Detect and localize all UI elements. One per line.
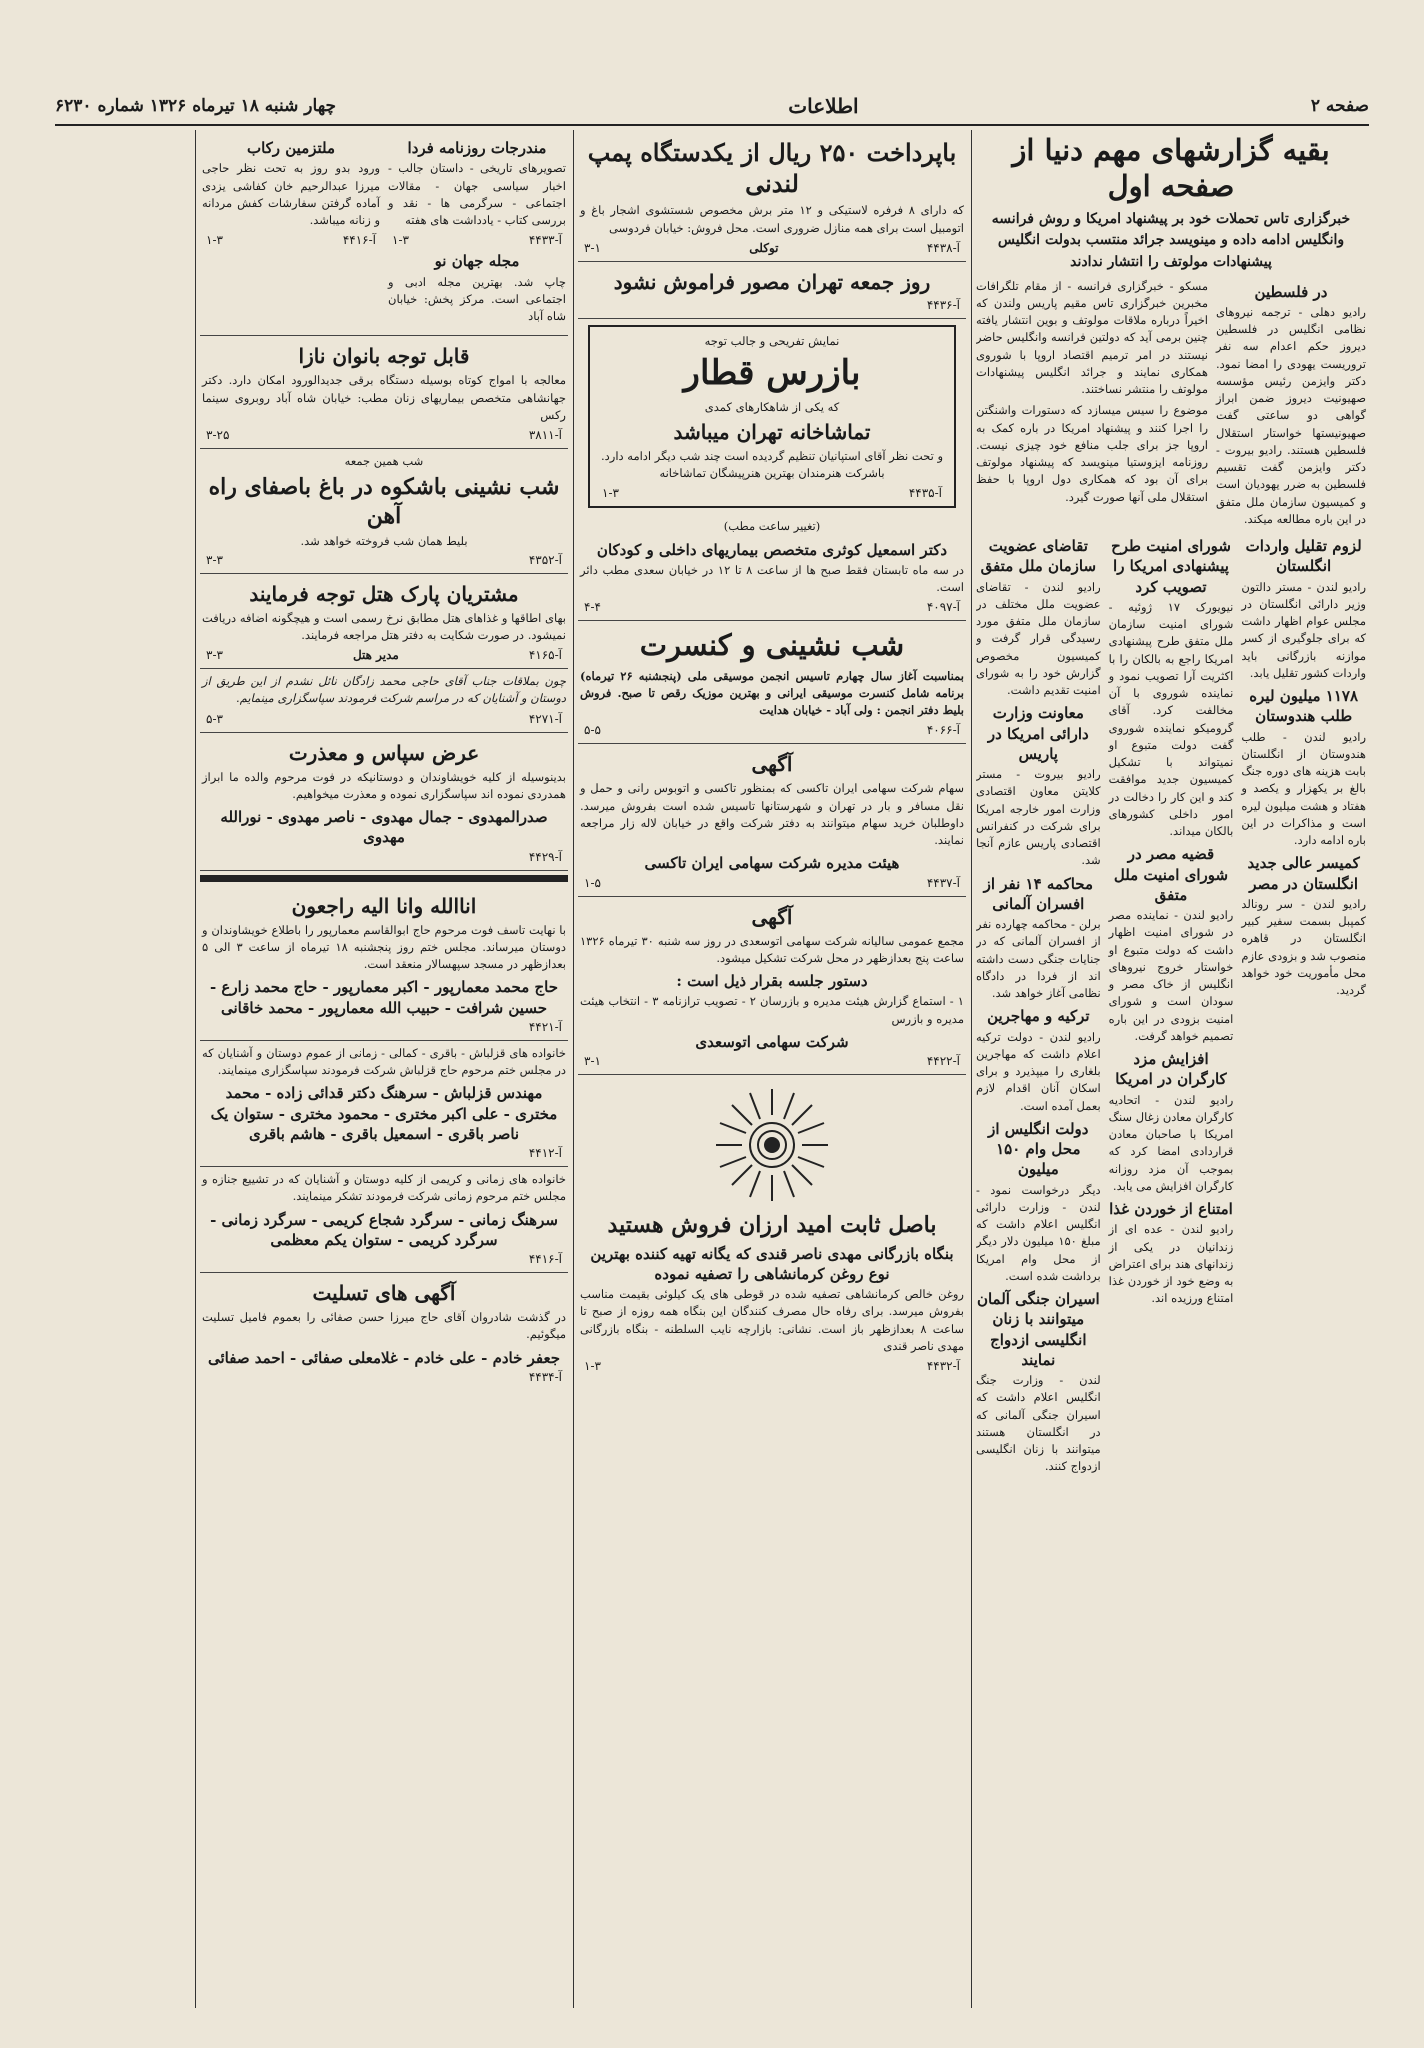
thanks2-names: سرهنگ زمانی - سرگرد شجاع کریمی - سرگرد زمانی - سرگرد کریمی - ستوان یکم معظمی [210,1210,558,1249]
oil-ad [578,1075,966,1379]
india-title: ۱۱۷۸ میلیون لیره طلب هندوستان [1249,687,1359,726]
tehran-mosavar-ad [578,262,966,319]
jahan-title: مجله جهان نو [434,252,520,271]
thanks-ad [200,733,568,871]
hotel-title: مشتریان پارک هتل توجه فرمایند [249,581,519,606]
ad-code: آ-۴۰۹۷ ۴-۴ [584,600,960,615]
party-title: شب نشینی باشکوه در باغ باصفای راه آهن [208,474,560,529]
ad-code: آ-۴۳۵۲ ۳-۳ [206,552,562,567]
memorial-text: چون بملاقات جناب آقای حاجی محمد زادگان نائل نشدم از این طریق از دوستان و آشنایان که در مراسم شرکت فرمودند سپاسگزاری مینمایم. [202,674,566,706]
security-title: شورای امنیت طرح پیشنهادی امریکا را تصویب کرد [1111,537,1231,596]
condolence-title: آگهی های تسلیت [312,1281,456,1306]
import-text: رادیو لندن - مستر دالتون وزیر دارائی انگلستان در مجلس عوام اظهار داشت که برای جلوگیری از کسر موازنه بازرگانی باید واردات کشور تقلیل یابد. [1241,579,1366,680]
commissioner-title: کمیسر عالی جدید انگلستان در مصر [1247,854,1360,893]
shoe-text: ورود بدو روز به تحت نظر حاجی میرزا عبدالرحیم خان کفاشی یزدی آماده گرفتن سفارشات کفش مردانه و زنانه میباشد. [202,161,380,227]
trial-text: برلن - محاکمه چهارده نفر از افسران آلمانی که در جنایات جنگی دست داشته اند از فردا در دادگاه نظامی آغاز خواهد شد. [976,917,1101,1001]
ad-code: آ-۳۸۱۱ ۳-۲۵ [206,428,562,442]
qatar-sub: که یکی از شاهکارهای کمدی [704,399,840,414]
trial-title: محاکمه ۱۴ نفر از افسران آلمانی [983,874,1094,913]
egypt-title: قضیه مصر در شورای امنیت ملل متفق [1113,845,1229,904]
turkey-text: رادیو لندن - دولت ترکیه اعلام داشت که مهاجرین بلغاری را میپذیرد و برای اسکان آنان اقدام لازم بعمل آمده است. [976,1029,1101,1113]
notice-text: سهام شرکت سهامی ایران تاکسی که بمنظور تاکسی و اتوبوس رانی و حمل و نقل مسافر و بار در تهران و شهرستانها تاسیس شده است بفروش میرسد. داوطلبان خرید سهام میتوانند به دفتر شرکت واقع در خیابان لاله زار مراجعه نمایند. [580,781,964,848]
ad-code: آ-۴۴۱۲ [528,1146,562,1161]
hotel-text: بهای اطاقها و غذاهای هتل مطابق نرخ رسمی است و هیچگونه اضافه دریافت نمیشود. در صورت شکایت به دفتر هتل مراجعه فرمایند. [202,610,566,642]
ads-column-left [200,130,568,2008]
ad-code: آ-۴۴۱۶ [528,1252,562,1267]
ad-code: آ-۴۴۳۷ ۱-۵ [584,875,960,890]
condolence-ad [200,1273,568,1390]
india-text: رادیو لندن - طلب هندوستان از انگلستان بابت هزینه های دوره جنگ بالغ بر یکهزار و یکصد و هفتاد و هشت میلیون لیره است و مذاکرات در این باره ادامه دارد. [1241,729,1366,848]
main-headline: بقیه گزارشهای مهم دنیا از صفحه اول [1012,133,1330,204]
not-forgotten-title: روز جمعه تهران مصور فراموش نشود [613,269,931,294]
qatar-theatre: تماشاخانه تهران میباشد [673,419,871,444]
ad-code: آ-۴۴۳۴ [528,1369,562,1384]
ads-column-middle [578,130,966,2008]
notice-title: آگهی [751,904,793,929]
ad-code: آ-۴۴۳۳ ۱-۳ [392,233,562,248]
page-header [55,88,1369,126]
wage-text: رادیو لندن - اتحادیه کارگران معادن زغال سنگ امریکا با صاحبان معادن قراردادی امضا کرد که بموجب آن مزد روزانه کارگران افزایش می یابد. [1108,1092,1234,1193]
contents-text: تصویرهای تاریخی - داستان جالب - اخبار سیاسی جهان - مقالات اجتماعی - سرگرمی ها - نقد و بررسی کتاب - یادداشت های هفته [388,161,566,227]
ad-code: آ-۴۲۷۱ ۵-۳ [206,711,562,726]
food-title: امتناع از خوردن غذا [1109,1200,1233,1219]
notice-sign: هیئت مدیره شرکت سهامی ایران تاکسی [644,854,900,873]
jahan-text: چاپ شد. بهترین مجله ادبی و اجتماعی است. مرکز پخش: خیابان شاه آباد [388,274,566,323]
ad-code: آ-۴۴۳۵ ۱-۳ [602,486,942,501]
concert-ad [578,621,966,744]
ad-code: آ-۴۴۲۲ ۳-۱ [584,1054,960,1069]
qatar-play-ad [588,325,956,509]
moavenat-text: رادیو بیروت - مستر کلایتن معاون اقتصادی وزارت امور خارجه امریکا برای شرکت در کنفرانس اقتصادی پاریس عازم آنجا شد. [976,767,1101,868]
ad-code: آ-۴۴۳۸ توکلی ۳-۱ [584,240,960,255]
pump-text: که دارای ۸ فرفره لاستیکی و ۱۲ متر برش مخصوص شستشوی اشجار باغ و اتومبیل است برای همه منازل ضروری است. محل فروش: خیابان فردوسی [580,203,964,235]
ad-code: آ-۴۴۳۲ ۱-۳ [584,1359,960,1374]
concert-title: شب نشینی و کنسرت [639,628,905,663]
thanks-text: بدینوسیله از کلیه خویشاوندان و دوستانیکه در فوت مرحوم والده ما ابراز همدردی نموده اند سپاسگزاری نموده و معذرت میخواهیم. [202,769,566,801]
clinic-note: (تغییر ساعت مطب) [723,519,821,534]
party-pre: شب همین جمعه [344,454,424,468]
mourn-title: اناالله وانا الیه راجعون [291,893,477,918]
food-text: رادیو لندن - عده ای از زندانیان در یکی از زندانهای هند برای اعتراض به وضع خود از خوردن غذا امتناع ورزیده اند. [1108,1222,1234,1306]
oil-sub: بنگاه بازرگانی مهدی ناصر قندی که یگانه تهیه کننده بهترین نوع روغن کرمانشاهی را تصفیه نموده [590,1244,954,1283]
otosaadi-notice [578,897,966,1076]
clinic-text: در سه ماه تابستان فقط صبح ها از ساعت ۸ تا ۱۲ در خیابان سعدی مطب دائر است. [580,562,964,595]
agenda-text: ۱ - استماع گزارش هیئت مدیره و بازرسان ۲ - تصویب ترازنامه ۳ - انتخاب هیئت مدیره و بازرس [580,994,964,1026]
ad-code: آ-۴۱۶۵ مدیر هتل ۳-۳ [206,648,562,663]
notice-title: آگهی [751,752,793,777]
women-text: معالجه با امواج کوتاه بوسیله دستگاه برقی جدیدالورود امکان دارد. دکتر جهانشاهی متخصص بیماریهای زنان مطب: خیابان شاه آباد روبروی سینما رکس [202,373,566,422]
memorial-ad [200,669,568,733]
condolence-text: در گذشت شادروان آقای حاج میرزا حسن صفائی را بعموم فامیل تسلیت میگوئیم. [202,1310,566,1342]
clinic-ad [578,514,966,621]
palestine-title: در فلسطین [1254,282,1328,301]
germany-title: اسیران جنگی آلمان میتوانند با زنان انگلیسی ازدواج نمایند [976,1290,1100,1369]
qatar-text: و تحت نظر آقای استپانیان تنظیم گردیده است چند شب دیگر ادامه دارد. باشرکت هنرمندان بهترین هنرپیشگان تماشاخانه [600,448,943,481]
wage-title: افزایش مزد کارگران در امریکا [1115,1050,1227,1089]
party-ad [200,449,568,574]
hotel-ad [200,574,568,670]
security-text: نیویورک ۱۷ ژوئیه - شورای امنیت سازمان ملل متفق طرح پیشنهادی امریکا راجع به بالکان را با اکثریت آرا تصویب نمود و نماینده شوروی با آن مخالفت کرد. آقای گرومیکو نماینده شوروی گفت دولت متبوع او نمیتواند با تشکیل کمیسیون جدید موافقت کند و این کار را دخالت در امور داخلی کشورهای بالکان میداند. [1108,599,1234,839]
qatar-lead: نمایش تفریحی و جالب توجه [704,333,840,348]
tass-subhead: خبرگزاری تاس تحملات خود بر پیشنهاد امریکا و روش فرانسه وانگلیس ادامه داده و مینویسد جرائد منتسب بدولت انگلیس پیشنهادات مولوتف را انتشار ندادند [991,210,1351,270]
british-loan-title: دولت انگلیس از محل وام ۱۵۰ میلیون [988,1119,1089,1179]
family-names: مهندس قزلباش - سرهنگ دکتر قدائی زاده - محمد مختری - علی اکبر مختری - محمود مختری - ستوان یک ناصر باقری - اسمعیل باقری - هاشم باقری [210,1084,558,1143]
mourn-text: با نهایت تاسف فوت مرحوم حاج ابوالقاسم معمارپور را باطلاع خویشاوندان و دوستان میرساند. مجلس ختم روز پنجشنبه ۱۸ تیرماه از ساعت ۳ الی ۵ بعدازظهر در مسجد سپهسالار منعقد است. [202,922,566,972]
tass-text: مسکو - خبرگزاری فرانسه - از مقام تلگرافات مخبرین خبرگزاری تاس مقیم پاریس ولندن که اخیراً درباره ملاقات مولوتف و بوین انتشار یافته چنین برمی آید که دولتین فرانسه وانگلیس حاضر نیستند در امر ترمیم اقتصاد اروپا با شوروی همکاری نمایند و جرائد انگلیس پیشنهادات مولوتف را منتشر نساختند. [976,278,1208,397]
commissioner-text: رادیو لندن - سر رونالد کمپبل بسمت سفیر کبیر انگلستان در قاهره منصوب شد و بزودی عازم محل مأموریت خود خواهد گردید. [1241,896,1366,998]
family-text: خانواده های قزلباش - باقری - کمالی - زمانی از عموم دوستان و آشنایان که در مجلس ختم مرحوم حاج قزلباش شرکت فرمودند سپاسگزاری مینمایند. [202,1045,566,1078]
import-title: لزوم تقلیل واردات انگلستان [1245,537,1362,576]
oil-headline: باصل ثابت امید ارزان فروش هستید [607,1212,937,1239]
divider-bar [200,875,568,882]
news-column [976,130,1366,2008]
thanks2-ad [200,1167,568,1273]
ad-code: آ-۴۴۲۱ [528,1019,562,1034]
sun-emblem-icon [712,1085,832,1205]
turkey-title: ترکیه و مهاجرین [987,1007,1090,1026]
page-number: صفحه ۲ [1310,96,1369,116]
three-col-section [976,532,1366,1480]
mourn-names: حاج محمد معمارپور - اکبر معمارپور - حاج محمد زارع - حسین شرافت - حبیب الله معمارپور - محمد خاقانی [209,978,559,1017]
women-ad [200,336,568,449]
palestine-text: رادیو دهلی - ترجمه نیروهای نظامی انگلیس در فلسطین دیروز حکم اعدام سه نفر تروریست یهودی را امضا نمود. دکتر وایزمن رئیس مؤسسه صهیونیت دیروز ضمن ابراز گواهی دو ساعتی گفت صهیونیستها خواستار استقلال فلسطین هستند. رادیو بیروت - دکتر وایزمن گفت تقسیم فلسطین به ضرر یهودیان است و کمیسیون سازمان ملل متفق در این باره مطالعه میکند. [1216,304,1366,526]
party-text: بلیط همان شب فروخته خواهد شد. [300,534,468,549]
shoe-title: ملتزمین رکاب [246,139,336,157]
british-loan-text: دیگر درخواست نمود - لندن - وزارت دارائی انگلیس اعلام داشت که مبلغ ۱۵۰ میلیون دلار دیگر از محل وام امریکا برداشت شده است. [976,1182,1101,1283]
thanks2-text: خانواده های زمانی و کریمی از کلیه دوستان و آشنایان که در تشییع جنازه و مجلس ختم مرحوم زمانی شرکت فرمودند تشکر مینمایند. [202,1172,566,1204]
women-title: قابل توجه بانوان نازا [298,344,470,369]
ad-code: آ-۴۴۲۹ [528,849,562,864]
qatar-title: بازرس قطار [683,353,861,394]
condolence-names: جعفر خادم - علی خادم - غلامعلی صفائی - احمد صفائی [208,1348,560,1367]
concert-text: بمناسبت آغاز سال چهارم تاسیس انجمن موسیقی ملی (پنجشنبه ۲۶ تیرماه) برنامه شامل کنسرت موسیقی ایرانی و بهترین موزیک رقص تا صبح. فروش بلیط دفتر انجمن : ولی آباد - خیابان هدایت [580,668,964,718]
notice-text: مجمع عمومی سالیانه شرکت سهامی اتوسعدی در روز سه شنبه ۳۰ تیرماه ۱۳۲۶ ساعت پنج بعدازظهر در محل شرکت تشکیل میشود. [580,933,964,965]
family-ad [200,1041,568,1167]
contents-title: مندرجات روزنامه فردا [407,139,547,157]
egypt-text: رادیو لندن - نماینده مصر در شورای امنیت اظهار داشت که دولت متبوع او خواستار خروج نیروهای انگلیس از خاک مصر و سودان است و شورای امنیت بزودی در این باره تصمیم خواهد گرفت. [1108,908,1234,1043]
moavenat-title: معاونت وزارت دارائی امریکا در پاریس [987,704,1089,763]
un-title: تقاضای عضویت سازمان ملل متفق [980,537,1097,576]
notice-sign: شرکت سهامی اتوسعدی [695,1032,849,1051]
contents-box [200,130,568,336]
mourning-ad [200,886,568,1041]
ad-code: آ-۴۴۱۶ ۱-۳ [206,233,376,248]
ad-code: آ-۴۴۳۶ [926,297,960,312]
thanks-title: عرض سپاس و معذرت [288,740,480,765]
agenda-title: دستور جلسه بقرار ذیل است : [676,972,868,991]
issue-date: چهار شنبه ۱۸ تیرماه ۱۳۲۶ شماره ۶۲۳۰ [55,96,337,116]
clinic-title: دکتر اسمعیل کوثری متخصص بیماریهای داخلی و کودکان [596,540,948,559]
thanks-sign: صدرالمهدوی - جمال مهدوی - ناصر مهدوی - نورالله مهدوی [220,808,548,847]
tass-text-2: موضوع را سیس میسازد که دستورات واشنگتن را اجرا کنند و پیشنهاد امریکا در باره کمک به اروپا جز برای جلب منافع خود چیزی نیست. روزنامه ایزوستیا مینویسد که پیشنهاد مولوتف برای آن بود که همکاری دول اروپا با حفظ استقلال ملی آنها صورت گیرد. [976,403,1208,504]
two-col-section [976,278,1366,533]
un-text: رادیو لندن - تقاضای عضویت ملل مختلف در سازمان ملل متفق مورد رسیدگی قرار گرفت و کمیسیون مخصوص گزارش خود را به شورای امنیت تقدیم داشت. [976,579,1101,698]
taxi-notice [578,744,966,896]
ad-code: آ-۴۰۶۶ ۵-۵ [584,723,960,738]
newspaper-name: اطلاعات [788,94,859,118]
pump-ad [578,130,966,262]
oil-text: روغن خالص کرمانشاهی تصفیه شده در قوطی های یک کیلوئی بقیمت مناسب بفروش میرسد. برای رفاه حال مصرف کنندگان این بنگاه همه روزه از صبح تا ساعت ۸ بعدازظهر باز است. نشانی: بازارچه نایب السلطنه - بنگاه بازرگانی مهدی ناصر قندی [580,1287,964,1353]
germany-text: لندن - وزارت جنگ انگلیس اعلام داشت که اسیران جنگی آلمانی که در انگلستان هستند میتوانند با زنان انگلیسی ازدواج کنند. [976,1373,1101,1474]
pump-headline: باپرداخت ۲۵۰ ریال از یکدستگاه پمپ لندنی [587,138,957,199]
